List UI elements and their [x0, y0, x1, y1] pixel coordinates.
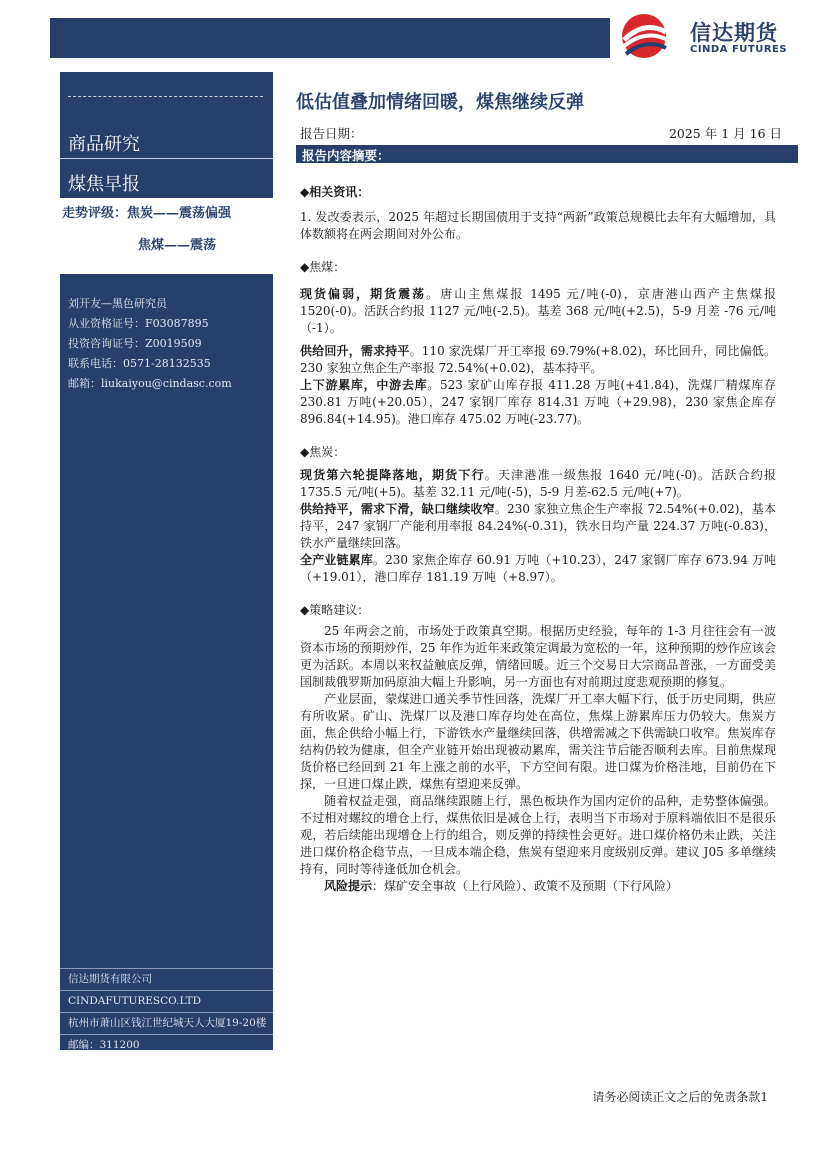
news-header: ◆相关资讯： — [300, 185, 370, 199]
coal-p3-heading: 上下游累库，中游去库 — [300, 378, 428, 392]
report-body — [300, 178, 776, 895]
coal-p2-text: 。110 家洗煤厂开工率报 69.79%(+8.02)，环比回升，同比偏低。230 家独立焦企生产率报 72.54%(+0.02)，基本持平。 — [300, 344, 776, 375]
rating-label: 走势评级： — [62, 206, 128, 221]
coke-paragraph — [300, 467, 776, 501]
company-address: 杭州市萧山区钱江世纪城天人大厦19-20楼 — [60, 1012, 273, 1034]
strategy-paragraph: 25 年两会之前，市场处于政策真空期。根据历史经验，每年的 1-3 月往往会有一波资本市场的预期炒作，25 年作为近年来政策定调最为宽松的一年，这种预期的炒作应该会更为活跃。本周以来权益触底反弹，情绪回暖。近三个交易日大宗商品普涨，一方面受美国制裁俄罗斯加码原油大幅上升影响，另一方面也有对前期过度悲观预期的修复。 — [300, 624, 776, 689]
header-bar — [50, 18, 610, 58]
brand-name-cn: 信达期货 — [690, 21, 778, 45]
report-date-value: 2025 年 1 月 16 日 — [668, 126, 782, 141]
risk-text: ：煤矿安全事故（上行风险）、政策不及预期（下行风险） — [372, 879, 679, 893]
coal-p1-heading: 现货偏弱，期货震荡 — [300, 287, 427, 301]
sidebar-report-type: 煤焦早报 — [68, 174, 140, 195]
analyst-phone: 联系电话：0571-28132535 — [68, 357, 211, 370]
strategy-header: ◆策略建议： — [300, 603, 370, 617]
analyst-info — [68, 294, 232, 394]
coal-paragraph — [300, 286, 776, 337]
coke-p3-heading: 全产业链累库 — [300, 553, 373, 567]
summary-header: 报告内容摘要： — [302, 148, 390, 163]
sidebar — [60, 72, 273, 1050]
analyst-consulting: 投资咨询证号：Z0019509 — [68, 337, 202, 350]
sidebar-divider — [60, 158, 273, 159]
news-item: 1. 发改委表示，2025 年超过长期国债用于支持“两新”政策总规模比去年有大幅增加，具体数额将在两会期间对外公布。 — [300, 210, 776, 241]
analyst-qualification: 从业资格证号：F03087895 — [68, 317, 209, 330]
report-date-label: 报告日期： — [300, 126, 363, 141]
coal-p3-text: 。523 家矿山库存报 411.28 万吨(+41.84)，洗煤厂精煤库存 230.81 万吨(+20.05），247 家钢厂库存 814.31 万吨（+29.98)，230 家焦企库存 896.84(+14.95)。港口库存 475.02 万吨(-23.77)。 — [300, 378, 776, 426]
analyst-name: 刘开友—黑色研究员 — [68, 297, 167, 310]
strategy-paragraph: 产业层面，蒙煤进口通关季节性回落，洗煤厂开工率大幅下行，低于历史同期，供应有所收紧。矿山、洗煤厂以及港口库存均处在高位，焦煤上游累库压力仍较大。焦炭方面，焦企供给小幅上行，下游铁水产量继续回落，供增需减之下供需缺口收窄。焦炭库存结构仍较为健康，但全产业链开始出现被动累库，需关注节后能否顺利去库。目前焦煤现货价格已经回到 21 年上涨之前的水平，下方空间有限。进口煤为价格洼地，目前仍在下探，一旦进口煤止跌，煤焦有望迎来反弹。 — [300, 692, 776, 791]
report-title: 低估值叠加情绪回暖，煤焦继续反弹 — [296, 92, 584, 113]
summary-header-bar — [296, 145, 798, 163]
rating-box — [60, 198, 273, 274]
coal-paragraph — [300, 377, 776, 428]
analyst-email: 邮箱：liukaiyou@cindasc.com — [68, 377, 232, 390]
rating-coke — [62, 202, 231, 221]
coke-p1-text: 。天津港准一级焦报 1640 元/吨(-0)。活跃合约报 1735.5 元/吨(+5)。基差 32.11 元/吨(-5)，5-9 月差-62.5 元/吨(+7)。 — [300, 468, 776, 499]
risk-heading: 风险提示 — [324, 879, 373, 893]
coke-p3-text: 。230 家焦企库存 60.91 万吨（+10.23），247 家钢厂库存 673.94 万吨（+19.01），港口库存 181.19 万吨（+8.97）。 — [300, 553, 776, 584]
company-name: 信达期货有限公司 — [60, 968, 273, 990]
company-website: CINDAFUTURESCO.LTD — [60, 990, 273, 1012]
brand-logo — [690, 22, 787, 56]
risk-paragraph — [300, 878, 776, 895]
coal-p2-heading: 供给回升，需求持平 — [300, 344, 410, 358]
sidebar-divider — [68, 96, 263, 97]
rating-coal: 焦煤——震荡 — [138, 238, 217, 253]
brand-name-en: CINDA FUTURES — [690, 44, 788, 55]
coke-paragraph — [300, 501, 776, 552]
disclaimer-note: 请务必阅读正文之后的免责条款1 — [592, 1090, 768, 1104]
rating-coke-value: 焦炭——震荡偏强 — [127, 206, 232, 221]
company-info — [60, 968, 273, 1056]
coal-paragraph — [300, 343, 776, 377]
coal-header: ◆焦煤： — [300, 260, 346, 274]
coal-p1-text: 。唐山主焦煤报 1495 元/吨(-0)，京唐港山西产主焦煤报 1520(-0)。活跃合约报 1127 元/吨(-2.5)。基差 368 元/吨(+2.5)，5-9 月差 -76 元/吨（-1）。 — [300, 287, 776, 335]
coke-p2-heading: 供给持平，需求下滑，缺口继续收窄 — [300, 502, 495, 516]
sidebar-category: 商品研究 — [68, 134, 140, 155]
coke-header: ◆焦炭： — [300, 445, 346, 459]
coke-paragraph — [300, 552, 776, 586]
company-postcode: 邮编：311200 — [60, 1034, 273, 1056]
strategy-paragraph: 随着权益走强，商品继续跟随上行，黑色板块作为国内定价的品种，走势整体偏强。不过相对螺纹的增仓上行，煤焦依旧是减仓上行，表明当下市场对于原料端依旧不是很乐观，若后续能出现增仓上行的组合，则反弹的持续性会更好。进口煤价格仍未止跌，关注进口煤价格企稳节点，一旦成本端企稳，焦炭有望迎来月度级别反弹。建议 J05 多单继续持有，同时等待逢低加仓机会。 — [300, 794, 776, 876]
coke-p1-heading: 现货第六轮提降落地，期货下行 — [300, 468, 485, 482]
coke-p2-text: 。230 家独立焦企生产率报 72.54%(+0.02)，基本持平，247 家钢厂产能利用率报 84.24%(-0.31)，铁水日均产量 224.37 万吨(-0.83)，铁水产量继续回落。 — [300, 502, 776, 550]
